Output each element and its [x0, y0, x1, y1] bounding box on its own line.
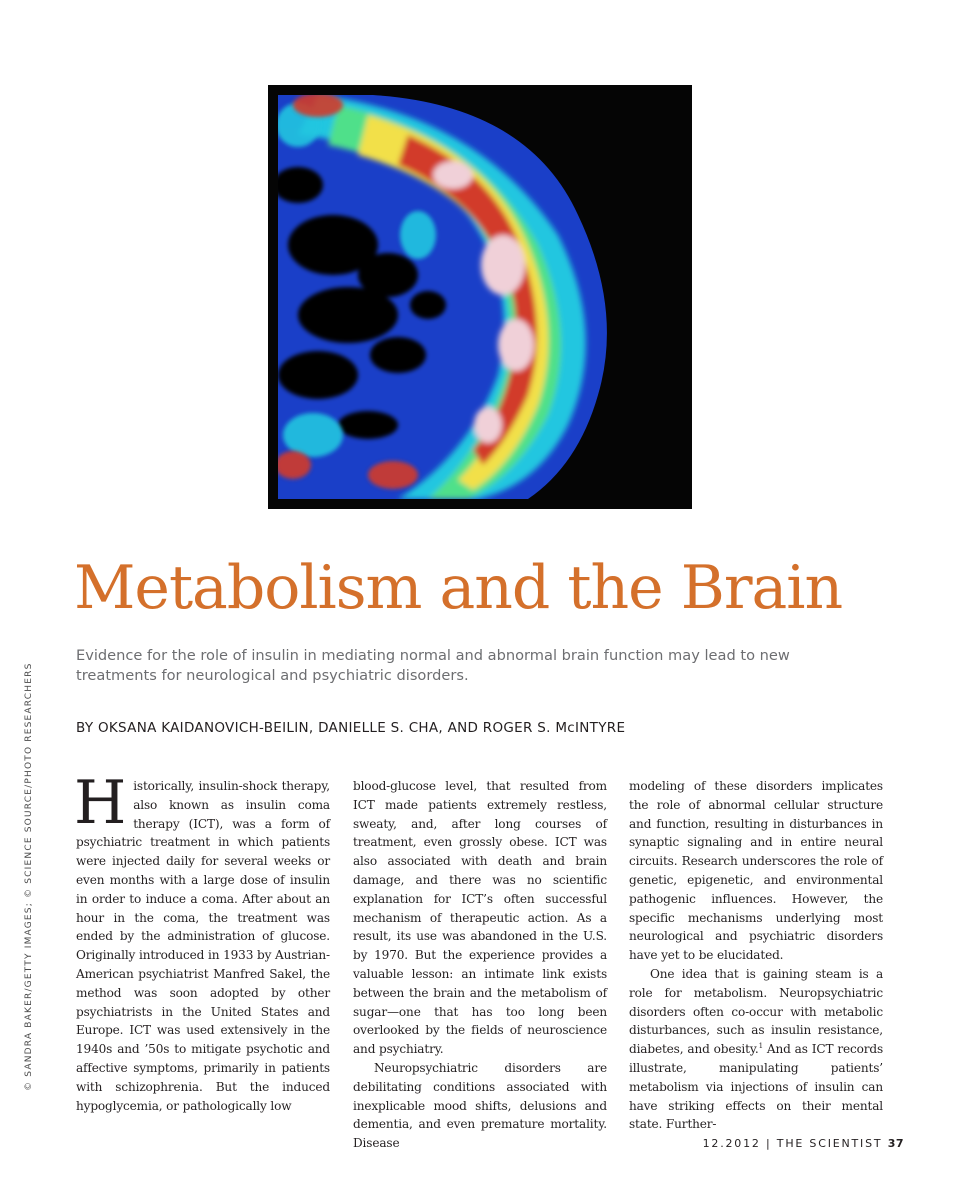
column-3-paragraph-1: modeling of these disorders implicates the role of abnormal cellular structure and function, resulting in disturbances in synaptic signaling and in entire neural circuits. Research underscores the role of genetic, epigenetic, and environmental pathogenic influences. However, the specific mechanisms underlying most neurological and psychiatric disorders have yet to be elucidated. — [629, 779, 883, 963]
column-3-paragraph-2-text: One idea that is gaining steam is a role for metabolism. Neuropsychiatric disorders often co-occur with metabolic disturbances, such as insulin resistance, diabetes, and obesity. — [629, 966, 883, 1057]
body-column-2 — [353, 777, 607, 1153]
drop-cap: H — [74, 768, 127, 838]
reference-marker: 1 — [758, 1042, 763, 1051]
column-1-text: istorically, insulin-shock therapy, also known as insulin coma therapy (ICT), was a form of psychiatric treatment in which patients were injected daily for several weeks or even months with a large dose of insulin in order to induce a coma. After about an hour in the coma, the treatment was ended by the administration of glucose. Originally introduced in 1933 by Austrian-American psychiatrist Manfred Sakel, the method was soon adopted by other psychiatrists in the United States and Europe. ICT was used extensively in the 1940s and ’50s to mitigate psychotic and affective symptoms, primarily in patients with schizophrenia. But the induced hypoglycemia, or pathologically low — [76, 779, 330, 1113]
page-number: 37 — [887, 1137, 904, 1150]
body-column-3 — [629, 777, 883, 1134]
magazine-name: THE SCIENTIST — [776, 1137, 883, 1150]
brain-pet-scan-image — [278, 95, 682, 499]
column-2-paragraph-1: blood-glucose level, that resulted from ICT made patients extremely restless, sweaty, and, after long courses of treatment, even grossly obese. ICT was also associated with death and brain damage, and there was no scientific explanation for ICT’s often successful mechanism of therapeutic action. As a result, its use was abandoned in the U.S. by 1970. But the experience provides a valuable lesson: an intimate link exists between the brain and the metabolism of sugar—one that has too long been overlooked by the fields of neuroscience and psychiatry. — [353, 779, 607, 1057]
page-footer — [703, 1137, 904, 1150]
issue-date: 12.2012 — [702, 1137, 761, 1150]
article-title: Metabolism and the Brain — [74, 553, 843, 623]
brain-scan-figure — [268, 85, 692, 509]
column-3-paragraph-2 — [629, 965, 883, 1134]
photo-credit: © SANDRA BAKER/GETTY IMAGES; © SCIENCE SOURCE/PHOTO RESEARCHERS — [24, 662, 34, 1091]
footer-separator: | — [765, 1137, 772, 1150]
column-3-paragraph-2-text-cont: And as ICT records illustrate, manipulating patients’ metabolism via injections of insulin can have striking effects on their mental state. Further- — [629, 1042, 883, 1132]
article-deck: Evidence for the role of insulin in mediating normal and abnormal brain function may lead to new treatments for neurological and psychiatric disorders. — [76, 647, 790, 684]
body-column-1 — [74, 768, 330, 1115]
column-2-paragraph-2: Neuropsychiatric disorders are debilitating conditions associated with inexplicable mood shifts, delusions and dementia, and even premature mortality. Disease — [353, 1060, 607, 1151]
article-byline: BY OKSANA KAIDANOVICH-BEILIN, DANIELLE S. CHA, AND ROGER S. McINTYRE — [76, 720, 626, 736]
